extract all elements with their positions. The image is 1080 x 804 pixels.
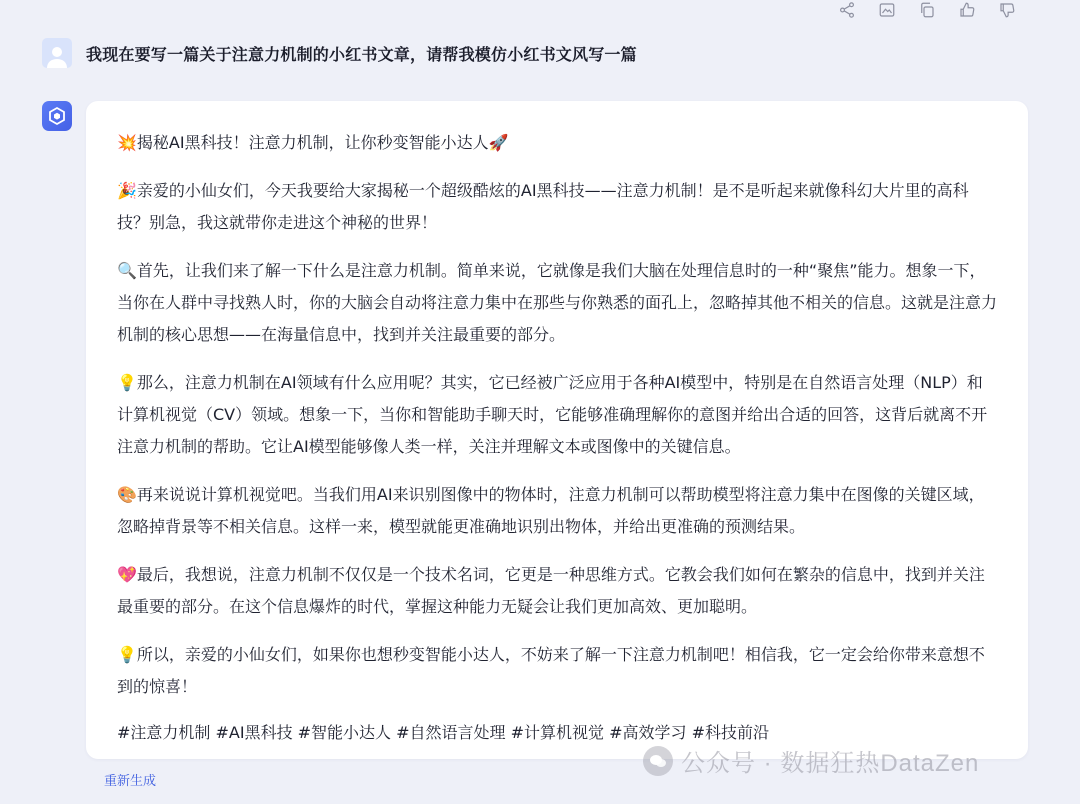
answer-title-text: 揭秘AI黑科技！注意力机制，让你秒变智能小达人 xyxy=(136,133,489,152)
regenerate-button[interactable]: 重新生成 xyxy=(104,774,157,789)
party-emoji-icon: 🎉 xyxy=(117,181,137,200)
person-icon xyxy=(44,42,70,68)
assistant-answer-card xyxy=(86,101,1028,759)
explosion-emoji-icon: 💥 xyxy=(117,133,137,152)
image-icon[interactable] xyxy=(876,0,898,20)
answer-paragraph xyxy=(117,559,998,623)
rocket-emoji-icon: 🚀 xyxy=(488,133,509,152)
share-icon[interactable] xyxy=(836,0,858,20)
watermark xyxy=(643,743,979,778)
answer-paragraph xyxy=(117,479,998,543)
user-avatar xyxy=(42,38,72,68)
message-actions xyxy=(836,0,1018,20)
answer-paragraph xyxy=(117,639,998,703)
answer-paragraph xyxy=(117,175,998,239)
assistant-avatar xyxy=(42,101,72,131)
heart-emoji-icon: 💖 xyxy=(117,565,137,584)
paragraph-text: 首先，让我们来了解一下什么是注意力机制。简单来说，它就像是我们大脑在处理信息时的一种“聚焦”能力。想象一下，当你在人群中寻找熟人时，你的大脑会自动将注意力集中在那些与你熟悉的面孔上，忽略掉其他不相关的信息。这就是注意力机制的核心思想——在海量信息中，找到并关注最重要的部分。 xyxy=(117,261,998,344)
assistant-logo-icon xyxy=(47,106,67,126)
watermark-text: 公众号 · 数据狂热DataZen xyxy=(681,750,980,777)
lightbulb-emoji-icon: 💡 xyxy=(117,645,137,664)
wechat-icon xyxy=(643,746,673,776)
paragraph-text: 再来说说计算机视觉吧。当我们用AI来识别图像中的物体时，注意力机制可以帮助模型将注意力集中在图像的关键区域，忽略掉背景等不相关信息。这样一来，模型就能更准确地识别出物体，并给出更准确的预测结果。 xyxy=(117,485,985,536)
paragraph-text: 最后，我想说，注意力机制不仅仅是一个技术名词，它更是一种思维方式。它教会我们如何在繁杂的信息中，找到并关注最重要的部分。在这个信息爆炸的时代，掌握这种能力无疑会让我们更加高效、更加聪明。 xyxy=(117,565,985,616)
paragraph-text: 所以，亲爱的小仙女们，如果你也想秒变智能小达人，不妨来了解一下注意力机制吧！相信我，它一定会给你带来意想不到的惊喜！ xyxy=(117,645,985,696)
user-question-text: 我现在要写一篇关于注意力机制的小红书文章，请帮我模仿小红书文风写一篇 xyxy=(86,44,637,64)
answer-title xyxy=(117,127,998,159)
palette-emoji-icon: 🎨 xyxy=(117,485,137,504)
paragraph-text: 那么，注意力机制在AI领域有什么应用呢？其实，它已经被广泛应用于各种AI模型中，特别是在自然语言处理（NLP）和计算机视觉（CV）领域。想象一下，当你和智能助手聊天时，它能够准确理解你的意图并给出合适的回答，这背后就离不开注意力机制的帮助。它让AI模型能够像人类一样，关注并理解文本或图像中的关键信息。 xyxy=(117,373,988,456)
thumbs-down-icon[interactable] xyxy=(996,0,1018,20)
answer-paragraph xyxy=(117,367,998,463)
magnifier-emoji-icon: 🔍 xyxy=(117,261,137,280)
paragraph-text: 亲爱的小仙女们，今天我要给大家揭秘一个超级酷炫的AI黑科技——注意力机制！是不是听起来就像科幻大片里的高科技？别急，我这就带你走进这个神秘的世界！ xyxy=(117,181,969,232)
answer-paragraph xyxy=(117,255,998,351)
user-message xyxy=(42,38,637,68)
thumbs-up-icon[interactable] xyxy=(956,0,978,20)
hashtags: #注意力机制 #AI黑科技 #智能小达人 #自然语言处理 #计算机视觉 #高效学习 #科技前沿 xyxy=(117,723,770,742)
copy-icon[interactable] xyxy=(916,0,938,20)
lightbulb-emoji-icon: 💡 xyxy=(117,373,137,392)
